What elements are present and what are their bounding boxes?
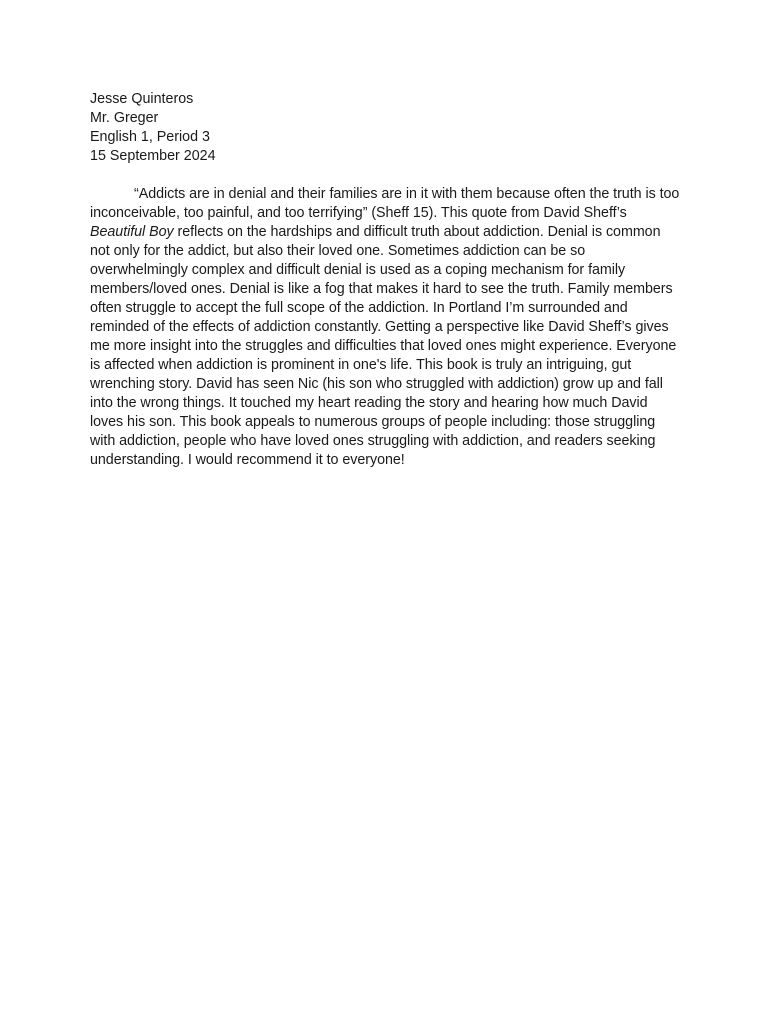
essay-text-part1: “Addicts are in denial and their families are in it with them because often the truth is too inconceivable, too painful, and too terrifying” (Sheff 15). This quote from David Sheff’s: [90, 186, 680, 221]
student-name: Jesse Quinteros: [90, 91, 194, 107]
book-title: Beautiful Boy: [90, 224, 174, 240]
essay-date: 15 September 2024: [90, 148, 216, 164]
essay-paragraph: [90, 185, 682, 470]
teacher-name: Mr. Greger: [90, 110, 159, 126]
class-period: English 1, Period 3: [90, 129, 211, 145]
mla-heading: [90, 90, 682, 166]
document-body: [90, 90, 682, 484]
essay-text-part2: reflects on the hardships and difficult truth about addiction. Denial is common not only for the addict, but also their loved one. Sometimes addiction can be so overwhelmingly complex and difficult denial is used as a coping mechanism for family members/loved ones. Denial is like a fog that makes it hard to see the truth. Family members often struggle to accept the full scope of the addiction. In Portland I’m surrounded and reminded of the effects of addiction constantly. Getting a perspective like David Sheff’s gives me more insight into the struggles and difficulties that loved ones might experience. Everyone is affected when addiction is prominent in one's life. This book is truly an intriguing, gut wrenching story. David has seen Nic (his son who struggled with addiction) grow up and fall into the wrong things. It touched my heart reading the story and hearing how much David loves his son. This book appeals to numerous groups of people including: those struggling with addiction, people who have loved ones struggling with addiction, and readers seeking understanding. I would recommend it to everyone!: [90, 224, 677, 468]
